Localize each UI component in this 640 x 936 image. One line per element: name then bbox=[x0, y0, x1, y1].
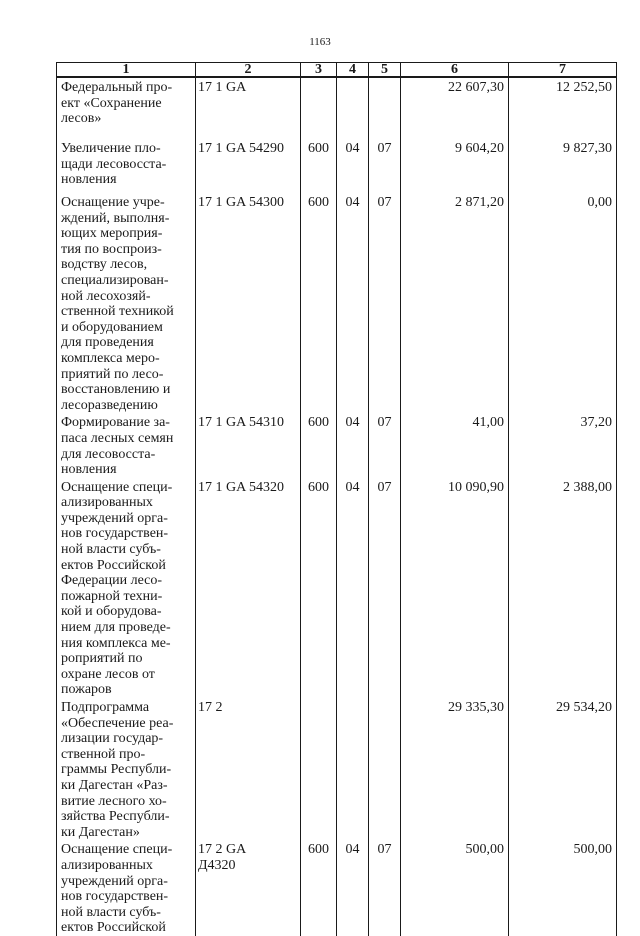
item-amount-col7: 0,00 bbox=[509, 193, 617, 413]
item-col5: 07 bbox=[369, 193, 401, 413]
item-amount-col7: 37,20 bbox=[509, 413, 617, 477]
item-name: Федеральный про- ект «Сохранение лесов» bbox=[57, 77, 196, 139]
item-amount-col6: 500,00 bbox=[401, 840, 509, 936]
column-header: 7 bbox=[509, 63, 617, 78]
item-col5 bbox=[369, 77, 401, 139]
item-name: Формирование за- паса лесных семян для лесовосста- новления bbox=[57, 413, 196, 477]
item-amount-col7: 29 534,20 bbox=[509, 698, 617, 840]
item-col5: 07 bbox=[369, 840, 401, 936]
item-amount-col7: 12 252,50 bbox=[509, 77, 617, 139]
item-col3: 600 bbox=[301, 413, 337, 477]
item-code: 17 1 GA bbox=[196, 77, 301, 139]
table-row bbox=[57, 840, 617, 936]
item-amount-col6: 22 607,30 bbox=[401, 77, 509, 139]
item-col4 bbox=[337, 77, 369, 139]
budget-table bbox=[56, 62, 617, 936]
item-col5 bbox=[369, 698, 401, 840]
page-number: 1163 bbox=[309, 36, 331, 48]
column-header: 5 bbox=[369, 63, 401, 78]
column-header: 3 bbox=[301, 63, 337, 78]
item-amount-col7: 500,00 bbox=[509, 840, 617, 936]
item-code: 17 1 GA 54310 bbox=[196, 413, 301, 477]
table-row bbox=[57, 698, 617, 840]
item-col4: 04 bbox=[337, 840, 369, 936]
column-header: 2 bbox=[196, 63, 301, 78]
item-col3: 600 bbox=[301, 840, 337, 936]
item-amount-col6: 41,00 bbox=[401, 413, 509, 477]
column-header: 6 bbox=[401, 63, 509, 78]
item-col3: 600 bbox=[301, 139, 337, 193]
item-col5: 07 bbox=[369, 413, 401, 477]
table-row bbox=[57, 77, 617, 139]
column-header: 1 bbox=[57, 63, 196, 78]
item-code: 17 1 GA 54300 bbox=[196, 193, 301, 413]
item-col3: 600 bbox=[301, 193, 337, 413]
item-name: Оснащение специ- ализированных учреждений орга- нов государствен- ной власти субъ- ектов Российской Федерации лесо- пожарной техни- кой и оборудова- нием для проведе- ния комплекса ме- роприятий по охране лесов от пожаров bbox=[57, 478, 196, 698]
item-name: Увеличение пло- щади лесовосста- новления bbox=[57, 139, 196, 193]
table-row bbox=[57, 193, 617, 413]
item-code: 17 2 bbox=[196, 698, 301, 840]
item-amount-col7: 9 827,30 bbox=[509, 139, 617, 193]
item-code: 17 2 GA Д4320 bbox=[196, 840, 301, 936]
item-col5: 07 bbox=[369, 139, 401, 193]
header-row bbox=[57, 63, 617, 78]
item-amount-col6: 29 335,30 bbox=[401, 698, 509, 840]
item-name: Подпрограмма «Обеспечение реа- лизации государ- ственной про- граммы Республи- ки Дагестан «Раз- витие лесного хо- зяйства Республи- ки Дагестан» bbox=[57, 698, 196, 840]
item-name: Оснащение учре- ждений, выполня- ющих мероприя- тия по воспроиз- водству лесов, специализирован- ной лесохозяй- ственной техникой и оборудованием для проведения комплекса меро- приятий по лесо- восстановлению и лесоразведению bbox=[57, 193, 196, 413]
table-row bbox=[57, 139, 617, 193]
item-amount-col6: 10 090,90 bbox=[401, 478, 509, 698]
item-col3 bbox=[301, 77, 337, 139]
table-row bbox=[57, 413, 617, 477]
table-row bbox=[57, 478, 617, 698]
item-col3: 600 bbox=[301, 478, 337, 698]
item-code: 17 1 GA 54290 bbox=[196, 139, 301, 193]
item-col5: 07 bbox=[369, 478, 401, 698]
item-col3 bbox=[301, 698, 337, 840]
item-amount-col6: 9 604,20 bbox=[401, 139, 509, 193]
item-col4: 04 bbox=[337, 413, 369, 477]
item-col4: 04 bbox=[337, 478, 369, 698]
column-header: 4 bbox=[337, 63, 369, 78]
item-col4 bbox=[337, 698, 369, 840]
item-code: 17 1 GA 54320 bbox=[196, 478, 301, 698]
item-amount-col6: 2 871,20 bbox=[401, 193, 509, 413]
item-amount-col7: 2 388,00 bbox=[509, 478, 617, 698]
item-col4: 04 bbox=[337, 193, 369, 413]
item-col4: 04 bbox=[337, 139, 369, 193]
item-name: Оснащение специ- ализированных учреждений орга- нов государствен- ной власти субъ- ектов Российской bbox=[57, 840, 196, 936]
